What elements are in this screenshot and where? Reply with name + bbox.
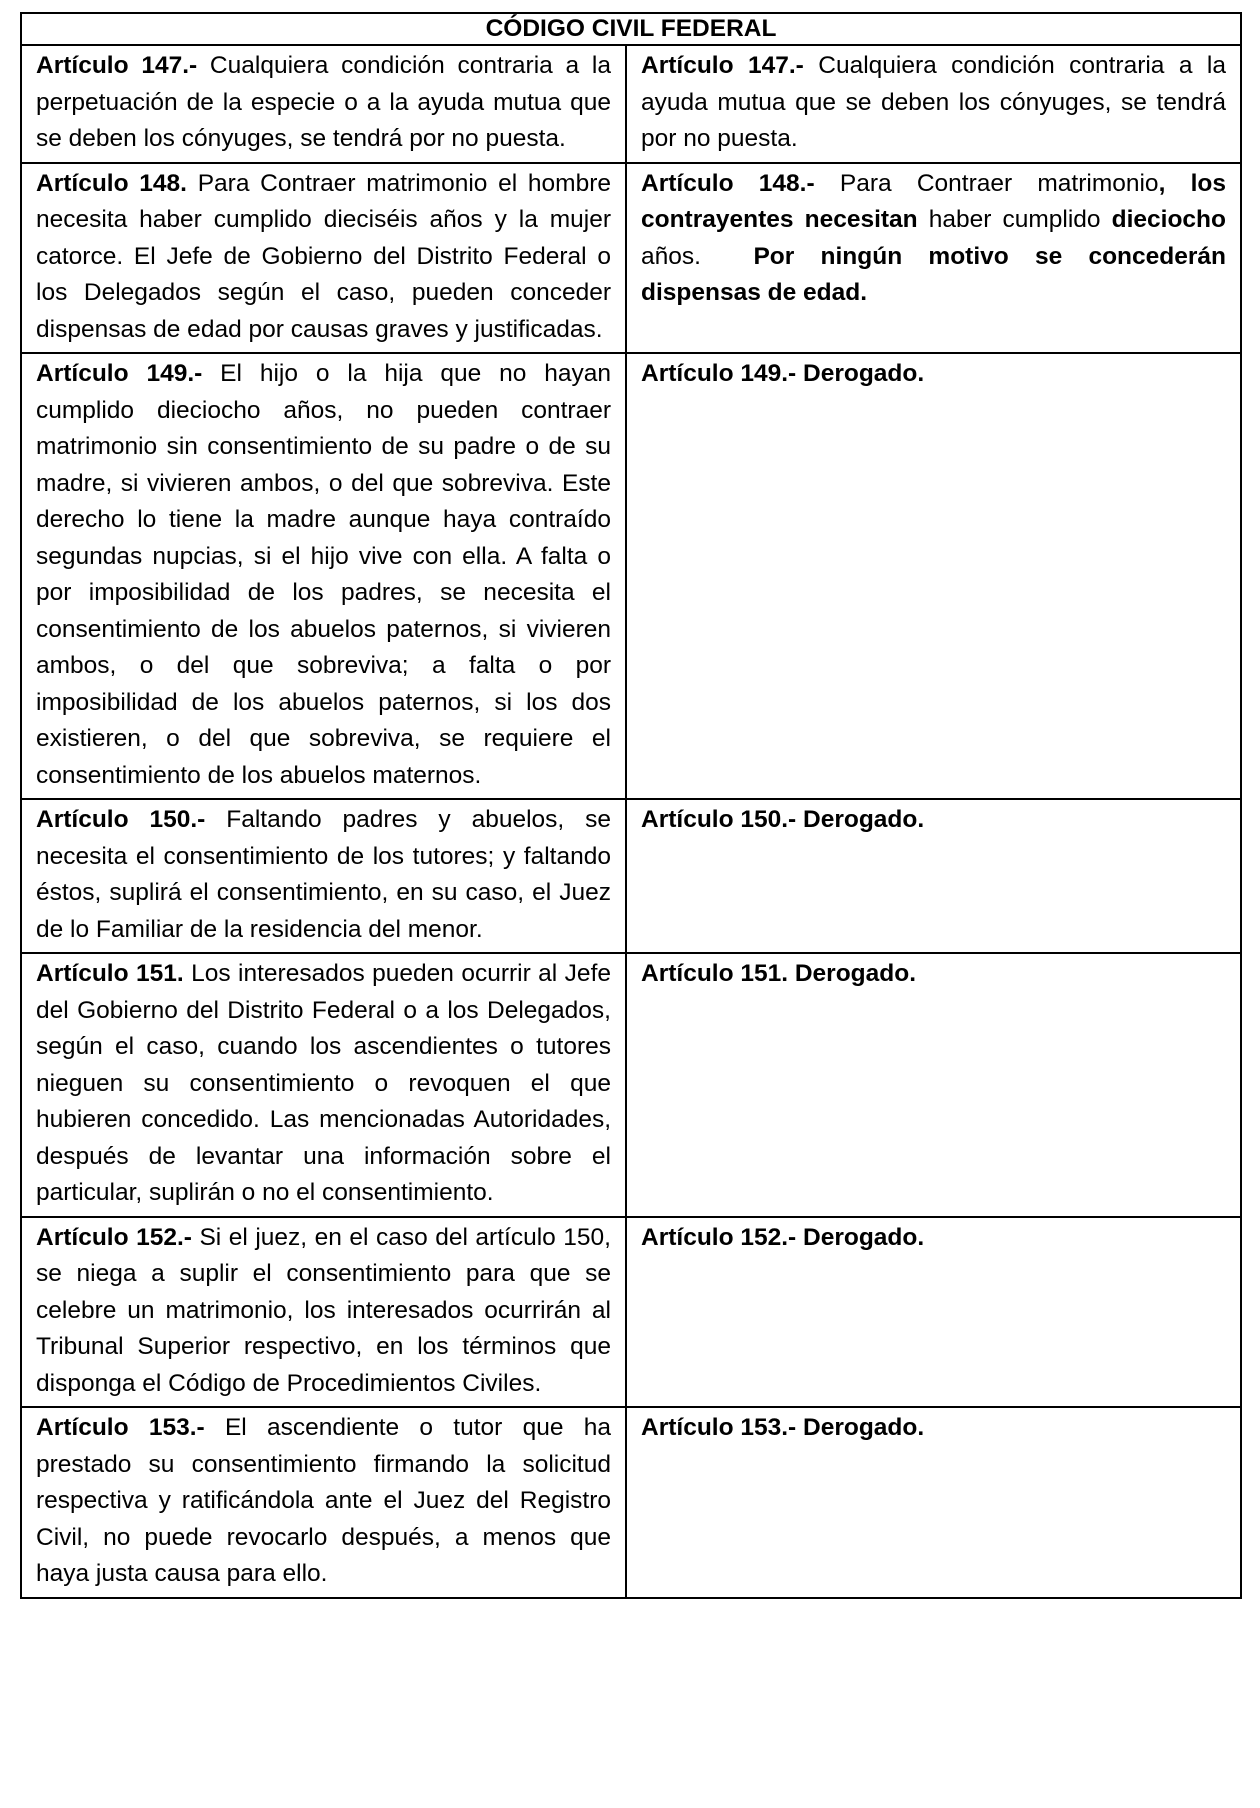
article-text: Para Contraer matrimonio <box>814 169 1159 197</box>
article-label: Artículo 147.- <box>641 52 804 79</box>
article-text: Faltando padres y abuelos, se necesita el consentimiento de los tutores; y faltando éstos, suplirá el consentimiento, en su caso, el Juez de lo Familiar de la residencia del menor. <box>36 806 612 943</box>
table-row <box>21 1407 1241 1598</box>
article-label: Artículo 149.- <box>36 360 203 387</box>
article-label: Artículo 153.- <box>36 1414 205 1441</box>
article-label: Artículo 150.- Derogado. <box>641 806 925 833</box>
article-label: Artículo 152.- <box>36 1223 192 1251</box>
article-label: Artículo 148.- <box>641 169 815 197</box>
original-text-cell <box>21 163 626 354</box>
article-emphasis: dieciocho <box>1111 206 1226 233</box>
article-emphasis: Por ningún motivo se concederán dispensas de edad. <box>641 242 1226 306</box>
original-text-cell <box>21 1217 626 1408</box>
article-text: haber cumplido <box>917 206 1112 233</box>
article-text: años. <box>641 206 1233 270</box>
table-header-row <box>21 13 1241 45</box>
comparison-table <box>20 12 1242 1599</box>
article-emphasis: , los contrayentes necesitan <box>641 169 1226 233</box>
table-row <box>21 1217 1241 1408</box>
article-label: Artículo 152.- Derogado. <box>641 1223 925 1251</box>
article-text: Para Contraer matrimonio el hombre necesita haber cumplido dieciséis años y la mujer catorce. El Jefe de Gobierno del Distrito Federal o los Delegados según el caso, pueden conceder dispensas de edad por causas graves y justificadas. <box>36 169 611 343</box>
original-text-cell <box>21 45 626 163</box>
amended-text-cell <box>626 163 1241 354</box>
table-row <box>21 45 1241 163</box>
article-text: Cualquiera condición contraria a la ayuda mutua que se deben los cónyuges, se tendrá por no puesta. <box>641 52 1226 152</box>
table-row <box>21 799 1241 953</box>
article-label: Artículo 148. <box>36 169 187 197</box>
article-text: Si el juez, en el caso del artículo 150, se niega a suplir el consentimiento para que se celebre un matrimonio, los interesados ocurrirán al Tribunal Superior respectivo, en los términos que disponga el Código de Procedimientos Civiles. <box>36 1223 611 1397</box>
article-text: El ascendiente o tutor que ha prestado su consentimiento firmando la solicitud respectiva y ratificándola ante el Juez del Registro Civil, no puede revocarlo después, a menos que haya justa causa para ello. <box>36 1414 611 1587</box>
amended-text-cell <box>626 353 1241 799</box>
amended-text-cell <box>626 953 1241 1217</box>
original-text-cell <box>21 953 626 1217</box>
table-row <box>21 953 1241 1217</box>
amended-text-cell <box>626 799 1241 953</box>
article-label: Artículo 151. <box>36 960 184 987</box>
article-label: Artículo 149.- Derogado. <box>641 360 925 387</box>
table-title: CÓDIGO CIVIL FEDERAL <box>21 13 1241 45</box>
article-label: Artículo 153.- Derogado. <box>641 1414 925 1441</box>
article-label: Artículo 151. Derogado. <box>641 960 917 987</box>
article-label: Artículo 150.- <box>36 806 206 833</box>
table-row <box>21 353 1241 799</box>
article-text: El hijo o la hija que no hayan cumplido dieciocho años, no pueden contraer matrimonio sin consentimiento de su padre o de su madre, si vivieren ambos, o del que sobreviva. Este derecho lo tiene la madre aunque haya contraído segundas nupcias, si el hijo vive con ella. A falta o por imposibilidad de los padres, se necesita el consentimiento de los abuelos paternos, si vivieren ambos, o del que sobreviva; a falta o por imposibilidad de los abuelos paternos, si los dos existieren, o del que sobreviva, se requiere el consentimiento de los abuelos maternos. <box>36 360 611 789</box>
article-text: Cualquiera condición contraria a la perpetuación de la especie o a la ayuda mutua que se deben los cónyuges, se tendrá por no puesta. <box>36 52 611 152</box>
amended-text-cell <box>626 1217 1241 1408</box>
original-text-cell <box>21 353 626 799</box>
amended-text-cell <box>626 45 1241 163</box>
article-text: Los interesados pueden ocurrir al Jefe del Gobierno del Distrito Federal o a los Delegados, según el caso, cuando los ascendientes o tutores nieguen su consentimiento o revoquen el que hubieren concedido. Las mencionadas Autoridades, después de levantar una información sobre el particular, suplirán o no el consentimiento. <box>36 960 611 1206</box>
amended-text-cell <box>626 1407 1241 1598</box>
original-text-cell <box>21 799 626 953</box>
original-text-cell <box>21 1407 626 1598</box>
article-label: Artículo 147.- <box>36 52 198 79</box>
table-row <box>21 163 1241 354</box>
